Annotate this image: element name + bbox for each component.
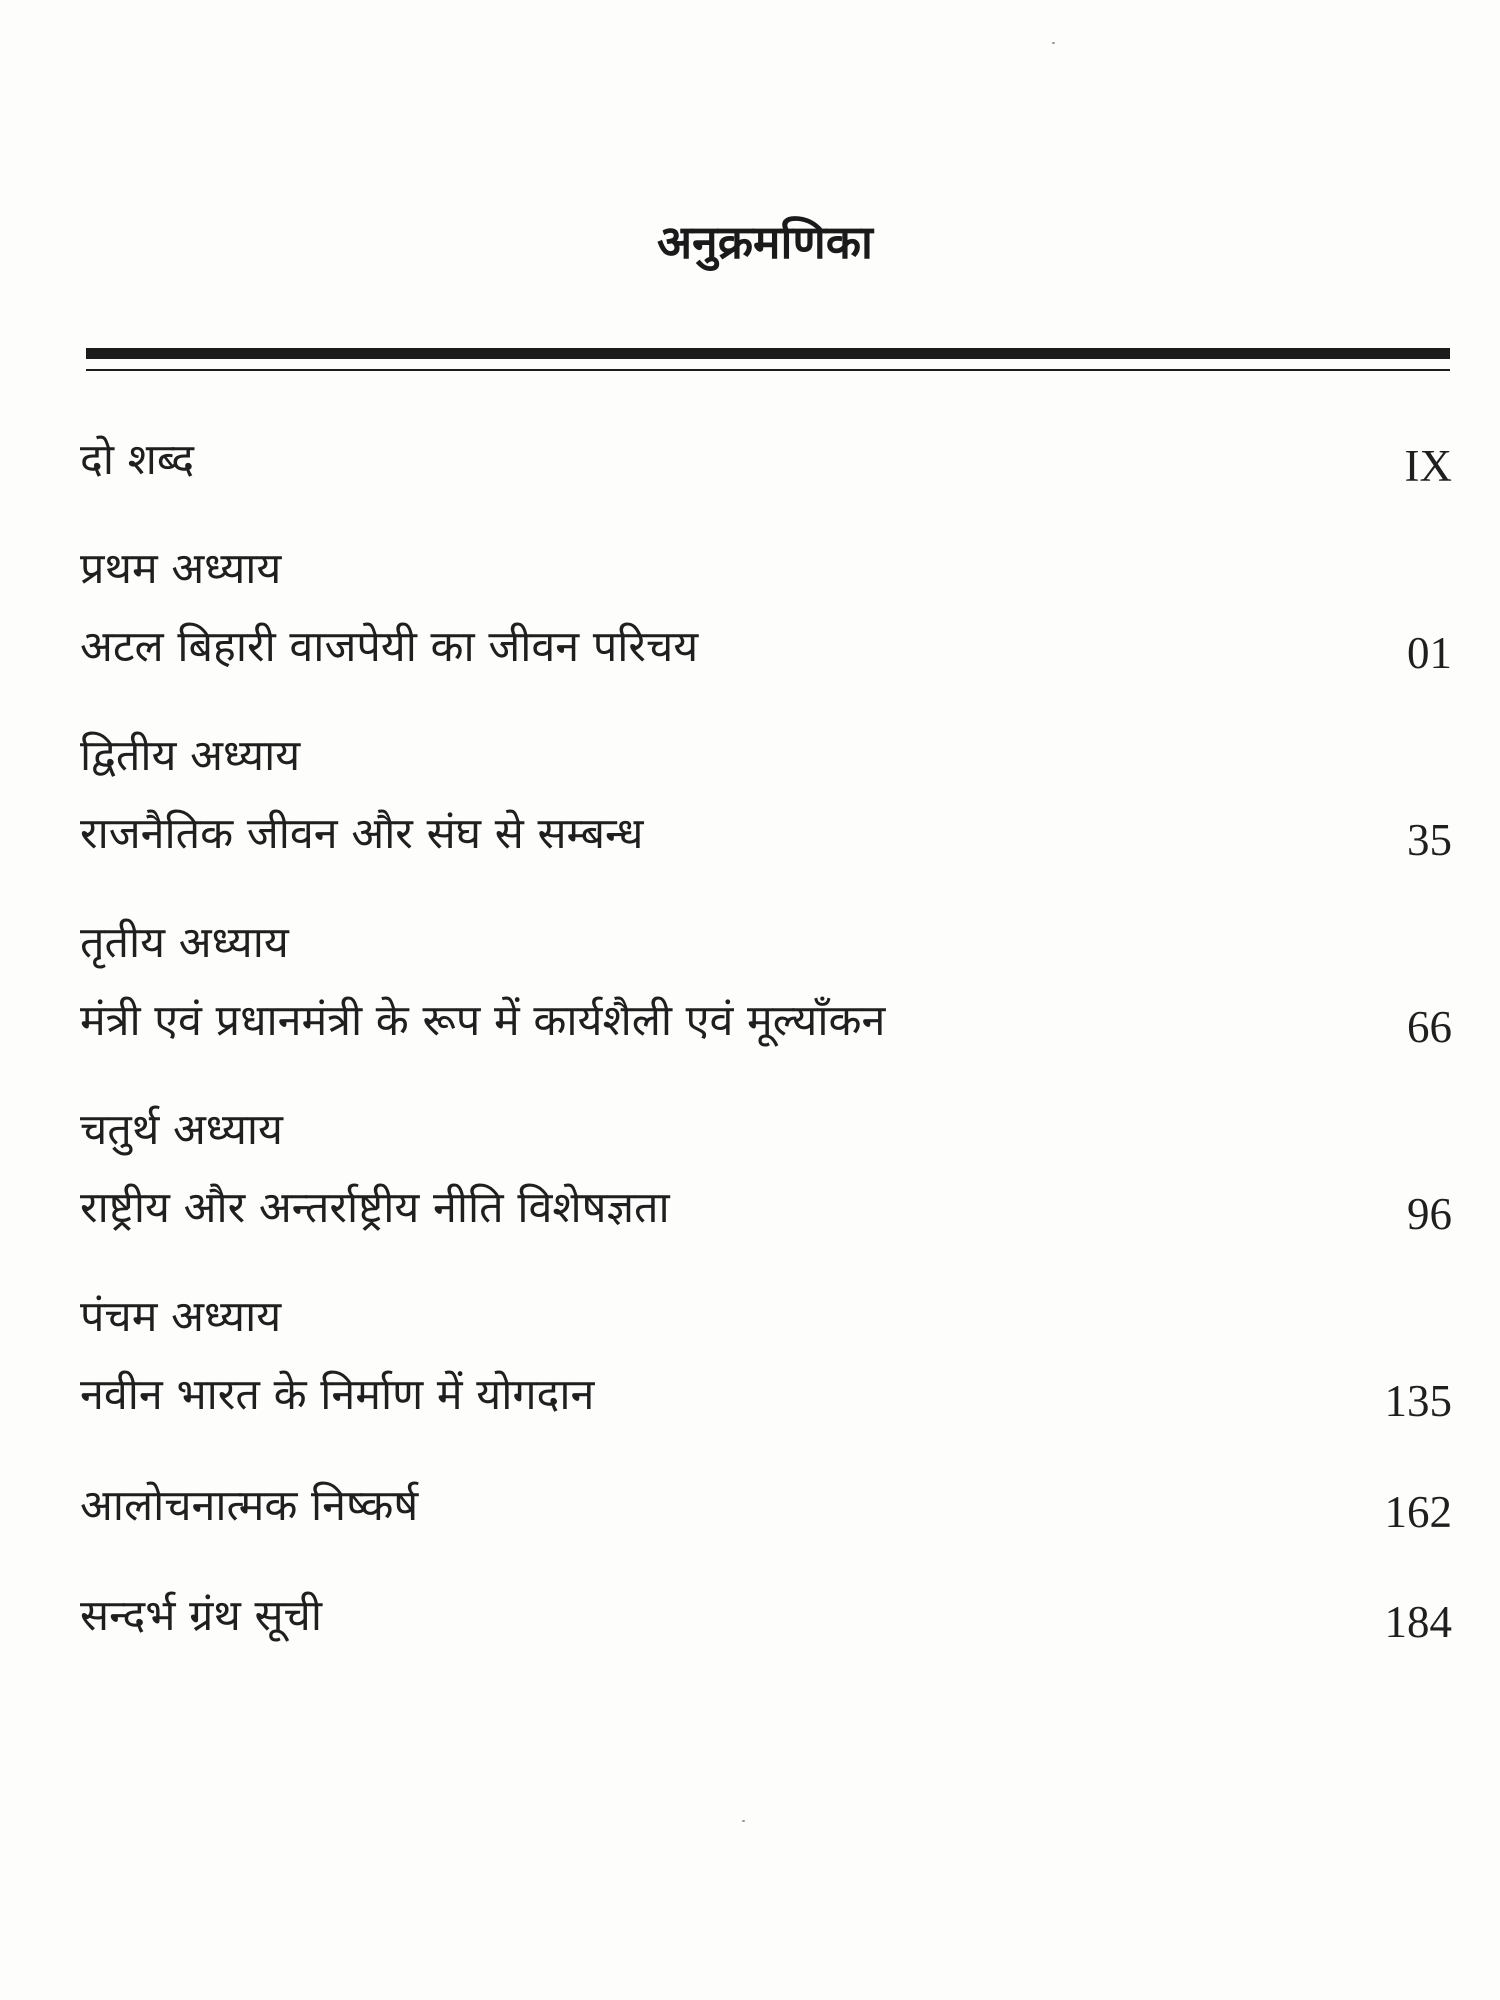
entry-chapter-label: द्वितीय अध्याय xyxy=(80,731,301,781)
entry-page-number: IX xyxy=(1404,441,1452,491)
entry-title: अटल बिहारी वाजपेयी का जीवन परिचय xyxy=(80,622,699,672)
entry-title: आलोचनात्मक निष्कर्ष xyxy=(80,1481,419,1531)
toc-entry-chapter-4 xyxy=(80,1102,1452,1242)
entry-title: राष्ट्रीय और अन्तर्राष्ट्रीय नीति विशेषज्ञता xyxy=(80,1183,670,1233)
toc-entry-chapter-5 xyxy=(80,1289,1452,1429)
entry-page-number: 96 xyxy=(1407,1189,1452,1239)
entry-page-number: 01 xyxy=(1407,628,1452,678)
title-rule-thin xyxy=(86,369,1450,371)
toc-entry-chapter-3 xyxy=(80,915,1452,1055)
title-rule-thick xyxy=(86,348,1450,359)
toc-entry-bibliography xyxy=(80,1588,1452,1658)
paper-speck xyxy=(1052,42,1055,44)
entry-title: सन्दर्भ ग्रंथ सूची xyxy=(80,1591,322,1641)
entry-chapter-label: पंचम अध्याय xyxy=(80,1292,282,1342)
entry-page-number: 66 xyxy=(1407,1002,1452,1052)
entry-page-number: 35 xyxy=(1407,815,1452,865)
entry-chapter-label: तृतीय अध्याय xyxy=(80,918,289,968)
toc-entry-conclusion xyxy=(80,1478,1452,1548)
entry-title: नवीन भारत के निर्माण में योगदान xyxy=(80,1370,595,1420)
entry-chapter-label: चतुर्थ अध्याय xyxy=(80,1105,283,1155)
entry-title: दो शब्द xyxy=(80,435,195,485)
entry-title: राजनैतिक जीवन और संघ से सम्बन्ध xyxy=(80,809,644,859)
toc-entry-chapter-1 xyxy=(80,541,1452,681)
entry-title: मंत्री एवं प्रधानमंत्री के रूप में कार्यशैली एवं मूल्याँकन xyxy=(80,996,886,1046)
toc-entry-chapter-2 xyxy=(80,728,1452,868)
entry-page-number: 162 xyxy=(1384,1487,1452,1537)
page-title: अनुक्रमणिका xyxy=(657,215,873,269)
entry-chapter-label: प्रथम अध्याय xyxy=(80,544,282,594)
entry-page-number: 135 xyxy=(1384,1376,1452,1426)
paper-speck xyxy=(742,1820,745,1822)
toc-entry-preface xyxy=(80,432,1452,502)
entry-page-number: 184 xyxy=(1384,1597,1452,1647)
